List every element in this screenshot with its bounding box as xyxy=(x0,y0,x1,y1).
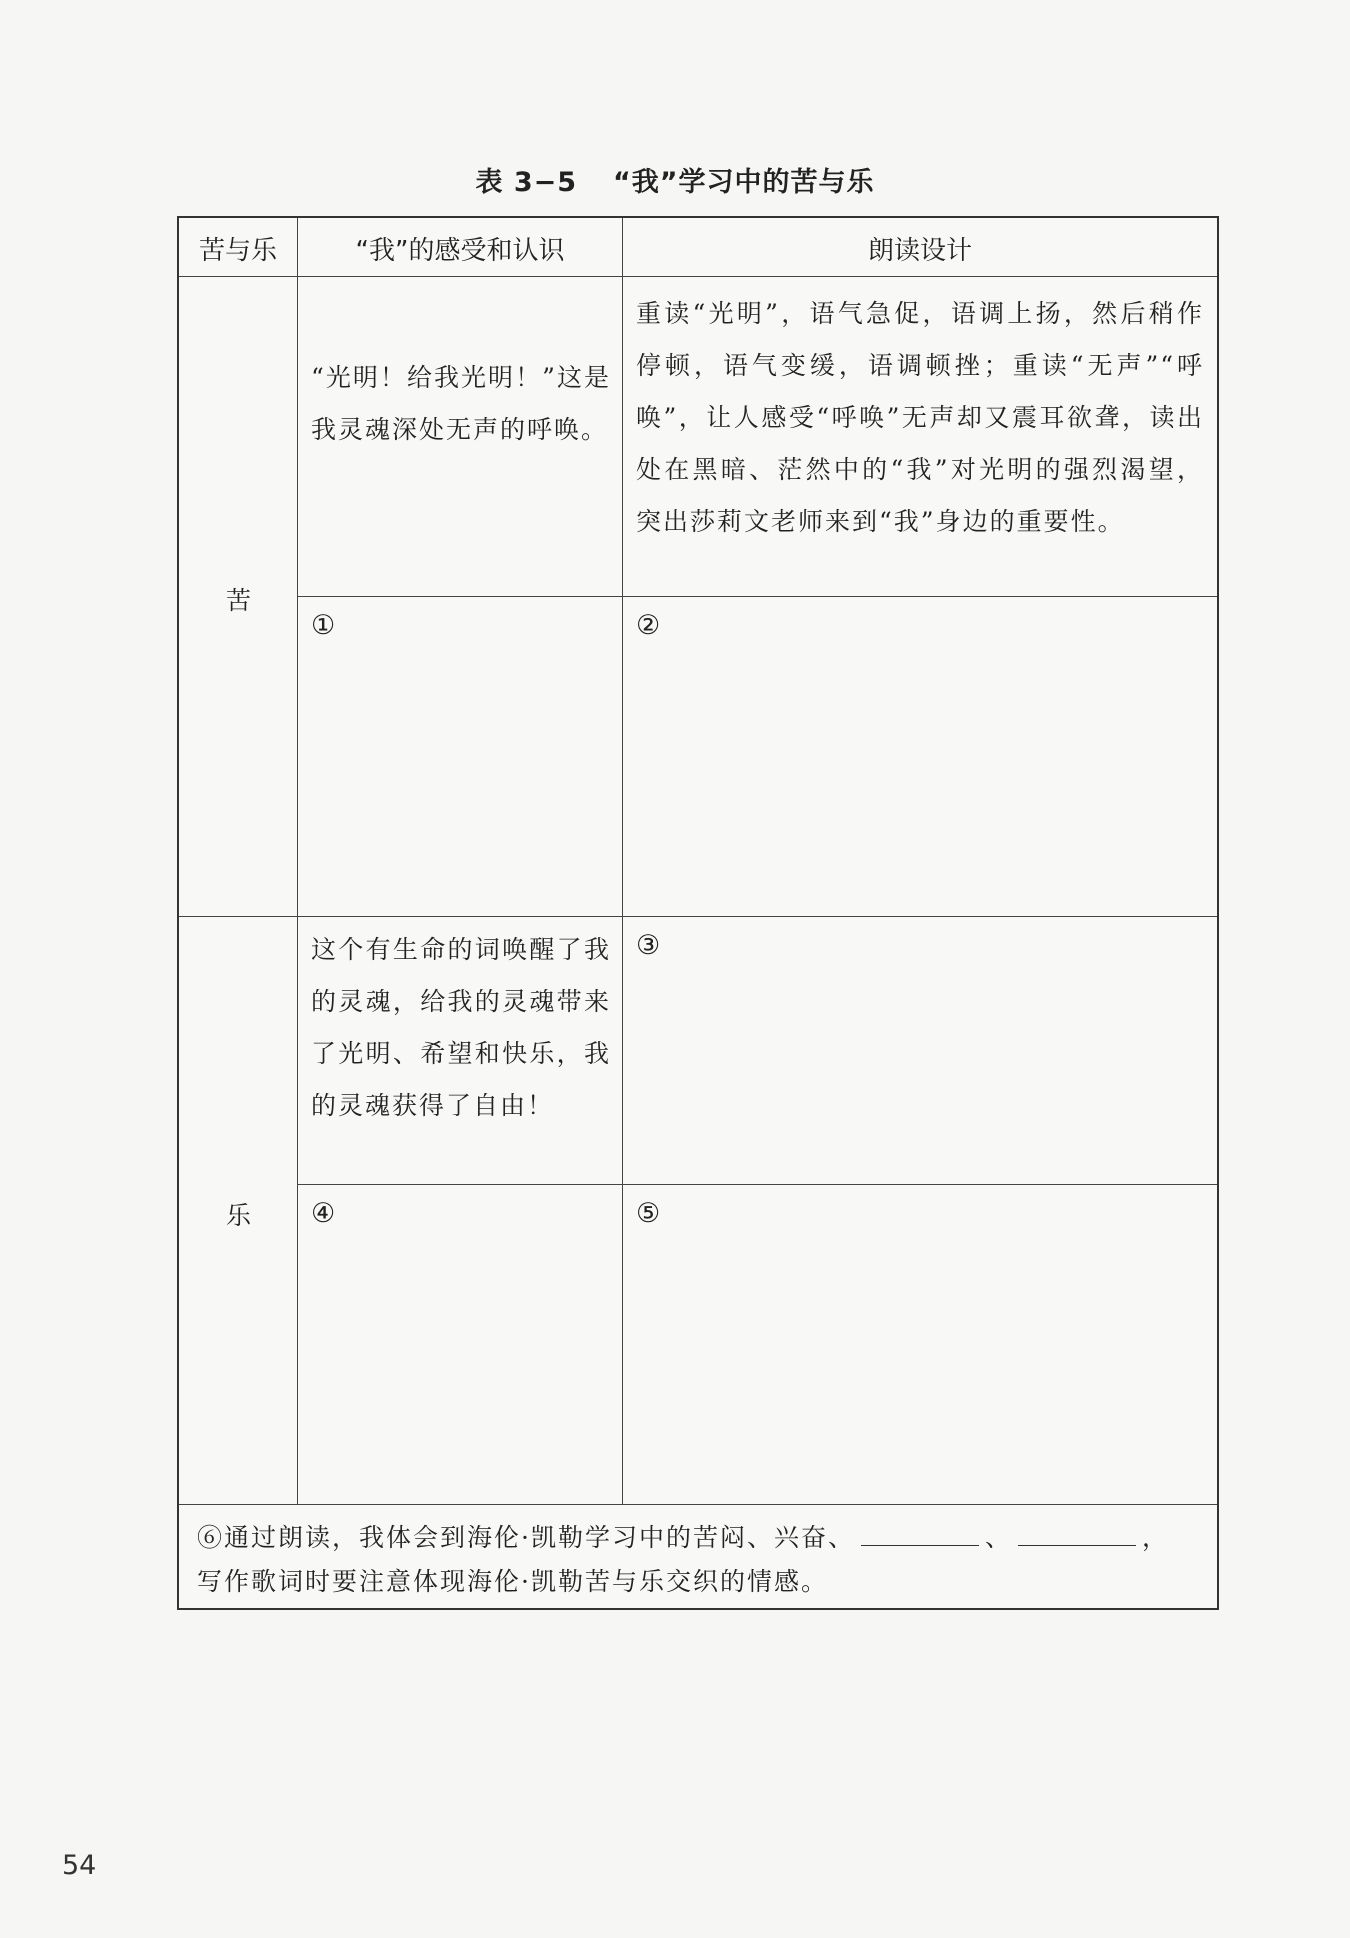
footer-line-1 xyxy=(197,1518,1169,1554)
blank-marker-2: ② xyxy=(636,610,661,641)
blank-marker-4: ④ xyxy=(311,1198,336,1229)
ku-feeling-text: “光明！给我光明！”这是我灵魂深处无声的呼唤。 xyxy=(311,363,611,444)
le-feeling-text: 这个有生命的词唤醒了我的灵魂，给我的灵魂带来了光明、希望和快乐，我的灵魂获得了自由！ xyxy=(311,935,611,1120)
ku-mid-divider xyxy=(297,596,1217,597)
col-divider-1 xyxy=(297,218,298,1504)
ku-design-text: 重读“光明”，语气急促，语调上扬，然后稍作停顿，语气变缓，语调顿挫；重读“无声”“呼唤”，让人感受“呼唤”无声却又震耳欲聋，读出处在黑暗、茫然中的“我”对光明的强烈渴望，突出莎莉文老师来到“我”身边的重要性。 xyxy=(636,299,1204,536)
reading-table xyxy=(177,216,1219,1610)
caption-title: “我”学习中的苦与乐 xyxy=(613,167,875,198)
col-divider-2 xyxy=(622,218,623,1504)
header-divider xyxy=(179,276,1217,277)
caption-number: 表 3−5 xyxy=(475,167,578,198)
category-le: 乐 xyxy=(226,1201,252,1230)
category-ku: 苦 xyxy=(226,586,252,615)
blank-marker-5: ⑤ xyxy=(636,1198,661,1229)
table-caption xyxy=(0,160,1350,199)
header-design: 朗读设计 xyxy=(867,236,972,266)
header-category: 苦与乐 xyxy=(198,236,277,266)
fill-blank-b[interactable] xyxy=(1018,1521,1136,1546)
footer-line-2: 写作歌词时要注意体现海伦·凯勒苦与乐交织的情感。 xyxy=(197,1567,828,1596)
footer-divider xyxy=(179,1504,1217,1505)
fill-blank-a[interactable] xyxy=(861,1521,979,1546)
ku-le-divider xyxy=(179,916,1217,917)
footer-blank-separator: 、 xyxy=(984,1523,1012,1552)
header-feeling: “我”的感受和认识 xyxy=(355,236,565,266)
footer-line1-prefix: ⑥通过朗读，我体会到海伦·凯勒学习中的苦闷、兴奋、 xyxy=(197,1523,855,1552)
blank-marker-1: ① xyxy=(311,610,336,641)
page-number: 54 xyxy=(62,1850,97,1881)
footer-line1-suffix: ， xyxy=(1141,1523,1169,1552)
le-mid-divider xyxy=(297,1184,1217,1185)
blank-marker-3: ③ xyxy=(636,930,661,961)
